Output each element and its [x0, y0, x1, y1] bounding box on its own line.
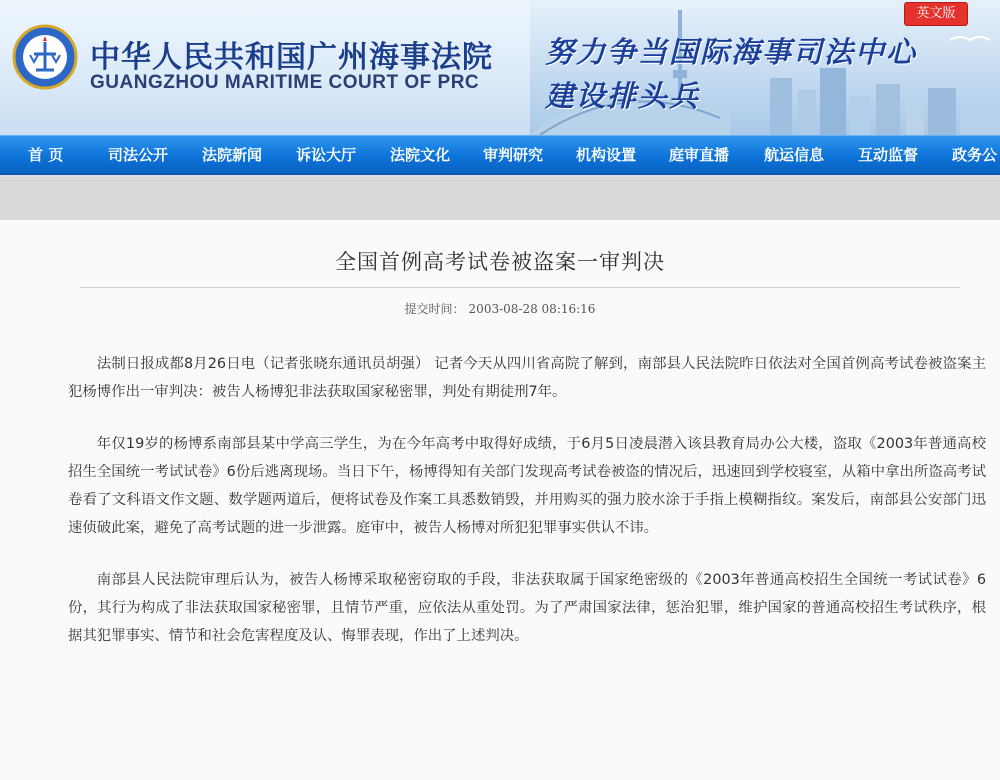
article-meta: [0, 300, 1000, 317]
article-panel: [0, 220, 1000, 780]
nav-item-trial-research[interactable]: 审判研究: [483, 146, 544, 164]
nav-item-government-affairs[interactable]: 政务公: [952, 146, 998, 164]
nav-item-litigation-hall[interactable]: 诉讼大厅: [296, 146, 357, 164]
article-title: 全国首例高考试卷被盗案一审判决: [335, 250, 665, 274]
slogan-line-2: 建设排头兵: [545, 79, 701, 113]
nav-item-judicial-openness[interactable]: 司法公开: [108, 146, 169, 164]
article-paragraph: 法制日报成都8月26日电（记者张晓东通讯员胡强） 记者今天从四川省高院了解到，南部县人民法院昨日依法对全国首例高考试卷被盗案主犯杨博作出一审判决：被告人杨博犯非法获取国家秘密罪，判处有期徒刑7年。: [68, 356, 986, 400]
court-name-cn: 中华人民共和国广州海事法院: [90, 40, 493, 75]
submit-time-label: 提交时间：: [404, 302, 465, 316]
article-paragraph: 南部县人民法院审理后认为，被告人杨博采取秘密窃取的手段，非法获取属于国家绝密级的《2003年普通高校招生全国统一考试试卷》6份，其行为构成了非法获取国家秘密罪，且情节严重，应依法从重处罚。为了严肃国家法律，惩治犯罪，维护国家的普通高校招生考试秩序，根据其犯罪事实、情节和社会危害程度及认、悔罪表现，作出了上述判决。: [68, 572, 986, 644]
court-name-en: GUANGZHOU MARITIME COURT OF PRC: [90, 72, 480, 93]
slogan-line-1: 努力争当国际海事司法中心: [545, 35, 918, 69]
nav-item-shipping-info[interactable]: 航运信息: [764, 146, 825, 164]
nav-item-court-news[interactable]: 法院新闻: [202, 146, 263, 164]
nav-item-trial-live[interactable]: 庭审直播: [669, 146, 730, 164]
english-version-button[interactable]: 英文版: [904, 2, 968, 26]
nav-item-interactive-supervision[interactable]: 互动监督: [858, 146, 919, 164]
main-navigation: [0, 135, 1000, 175]
submit-time-value: 2003-08-28 08:16:16: [468, 302, 596, 316]
court-emblem-icon: [12, 24, 78, 90]
content-top-strip: [0, 177, 1000, 220]
nav-item-organization[interactable]: 机构设置: [576, 146, 637, 164]
nav-item-home[interactable]: 首 页: [28, 146, 64, 164]
article-paragraph: 年仅19岁的杨博系南部县某中学高三学生，为在今年高考中取得好成绩，于6月5日凌晨潜入该县教育局办公大楼，盗取《2003年普通高校招生全国统一考试试卷》6份后逃离现场。当日下午，杨博得知有关部门发现高考试卷被盗的情况后，迅速回到学校寝室，从箱中拿出所盗高考试卷看了文科语文作文题、数学题两道后，便将试卷及作案工具悉数销毁，并用购买的强力胶水涂于手指上模糊指纹。案发后，南部县公安部门迅速侦破此案，避免了高考试题的进一步泄露。庭审中，被告人杨博对所犯犯罪事实供认不讳。: [68, 436, 986, 536]
nav-item-court-culture[interactable]: 法院文化: [390, 146, 451, 164]
title-divider: [80, 287, 960, 288]
site-header: [0, 0, 1000, 135]
